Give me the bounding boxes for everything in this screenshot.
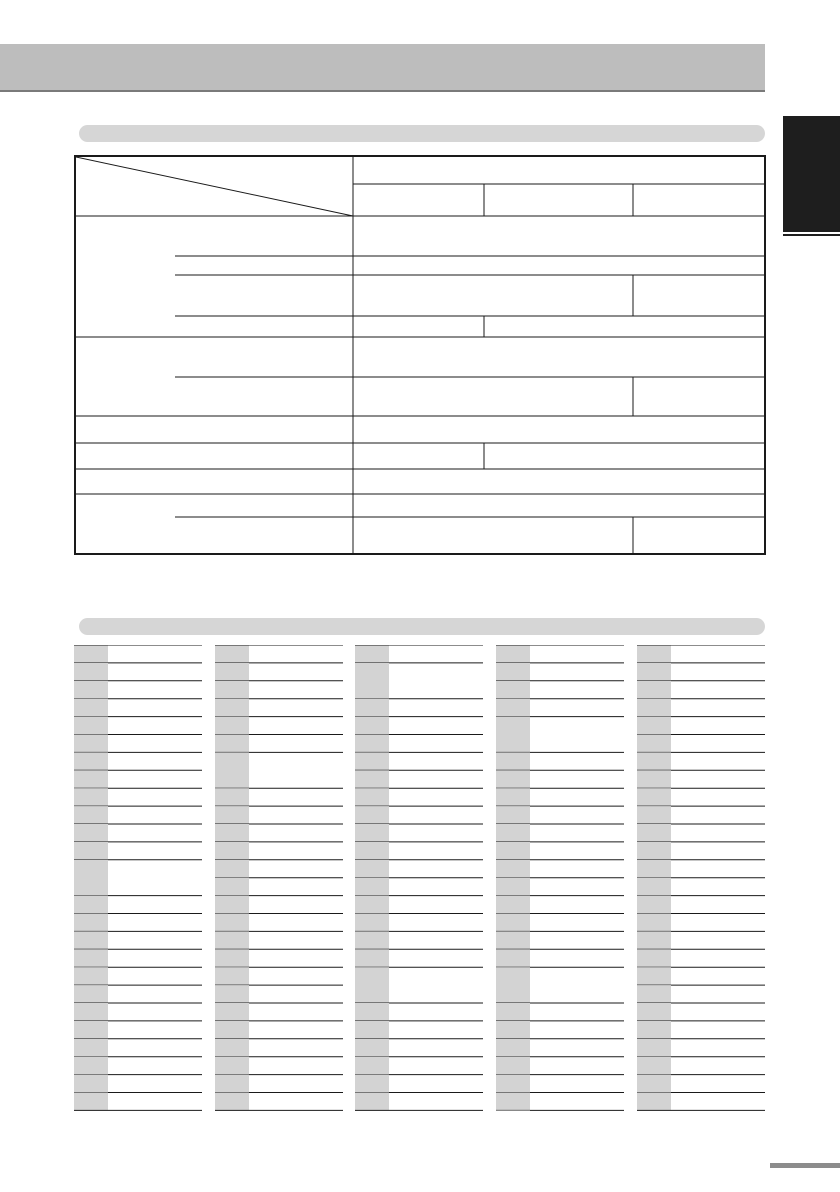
code-cell: [74, 1093, 108, 1111]
code-cell: [637, 663, 671, 681]
code-cell: [74, 1057, 108, 1075]
code-cell: [215, 699, 249, 717]
code-cell: [74, 931, 108, 949]
code-cell: [637, 842, 671, 860]
code-cell: [355, 896, 389, 914]
code-cell: [637, 681, 671, 699]
code-cell: [74, 1021, 108, 1039]
code-cell: [355, 914, 389, 932]
section-heading-pill: [79, 618, 765, 635]
code-cell: [637, 824, 671, 842]
code-cell: [355, 1039, 389, 1057]
code-cell: [215, 735, 249, 753]
code-cell: [637, 949, 671, 967]
code-cell: [74, 842, 108, 860]
code-cell: [74, 896, 108, 914]
code-cell: [74, 806, 108, 824]
code-cell: [215, 1039, 249, 1057]
code-cell: [74, 752, 108, 770]
code-cell: [496, 842, 530, 860]
code-cell: [637, 699, 671, 717]
code-cell: [74, 985, 108, 1003]
code-cell: [637, 1039, 671, 1057]
code-cell: [496, 717, 530, 753]
code-cell: [215, 717, 249, 735]
code-cell: [215, 824, 249, 842]
code-cell: [496, 1057, 530, 1075]
code-cell: [215, 896, 249, 914]
code-cell: [637, 967, 671, 985]
code-cell: [496, 1021, 530, 1039]
code-cell: [74, 824, 108, 842]
code-cell: [215, 931, 249, 949]
code-cell: [496, 1075, 530, 1093]
code-cell: [215, 645, 249, 663]
code-cell: [215, 878, 249, 896]
code-cell: [496, 1110, 530, 1111]
code-cell: [215, 681, 249, 699]
code-cell: [355, 1021, 389, 1039]
code-cell: [355, 1003, 389, 1021]
code-cell: [74, 949, 108, 967]
code-cell: [215, 1075, 249, 1093]
code-cell: [355, 717, 389, 735]
code-cell: [637, 752, 671, 770]
code-cell: [74, 645, 108, 663]
code-cell: [637, 1003, 671, 1021]
code-cell: [496, 896, 530, 914]
code-cell: [637, 735, 671, 753]
code-cell: [496, 860, 530, 878]
code-cell: [637, 1093, 671, 1111]
code-cell: [637, 896, 671, 914]
code-cell: [355, 770, 389, 788]
code-cell: [637, 1057, 671, 1075]
code-cell: [496, 1039, 530, 1057]
code-cell: [355, 860, 389, 878]
code-cell: [496, 824, 530, 842]
code-cell: [637, 985, 671, 1003]
page-number-bar: [770, 1163, 840, 1168]
code-cell: [355, 949, 389, 967]
code-list: [74, 645, 766, 1111]
code-cell: [637, 860, 671, 878]
code-cell: [74, 860, 108, 896]
code-cell: [74, 1003, 108, 1021]
code-cell: [496, 770, 530, 788]
code-cell: [355, 1057, 389, 1075]
code-cell: [637, 1021, 671, 1039]
code-cell: [215, 860, 249, 878]
code-cell: [74, 735, 108, 753]
section-heading-pill: [79, 125, 765, 142]
code-cell: [74, 681, 108, 699]
code-cell: [637, 645, 671, 663]
code-cell: [496, 967, 530, 1003]
code-cell: [496, 681, 530, 699]
code-cell: [355, 788, 389, 806]
code-cell: [637, 914, 671, 932]
code-cell: [215, 1093, 249, 1111]
code-cell: [637, 878, 671, 896]
code-cell: [74, 717, 108, 735]
code-cell: [496, 949, 530, 967]
code-cell: [496, 878, 530, 896]
code-cell: [496, 663, 530, 681]
code-cell: [215, 1057, 249, 1075]
code-cell: [496, 645, 530, 663]
code-cell: [215, 1021, 249, 1039]
code-cell: [215, 842, 249, 860]
spec-table-grid: [76, 157, 764, 553]
code-cell: [74, 1075, 108, 1093]
code-cell: [215, 967, 249, 985]
code-cell: [355, 967, 389, 1003]
side-tab: [783, 116, 840, 232]
code-cell: [215, 914, 249, 932]
code-cell: [74, 967, 108, 985]
code-cell: [637, 788, 671, 806]
code-cell: [355, 878, 389, 896]
code-cell: [355, 842, 389, 860]
code-cell: [355, 1093, 389, 1111]
code-cell: [496, 788, 530, 806]
code-cell: [215, 1003, 249, 1021]
code-cell: [355, 699, 389, 717]
code-cell: [355, 735, 389, 753]
code-cell: [355, 752, 389, 770]
code-cell: [74, 914, 108, 932]
code-cell: [74, 770, 108, 788]
code-cell: [74, 788, 108, 806]
code-cell: [637, 806, 671, 824]
code-cell: [215, 663, 249, 681]
code-cell: [74, 699, 108, 717]
code-cell: [355, 931, 389, 949]
code-cell: [355, 645, 389, 663]
code-cell: [496, 752, 530, 770]
header-diagonal: [76, 157, 353, 216]
code-cell: [496, 699, 530, 717]
code-cell: [215, 788, 249, 806]
code-cell: [637, 717, 671, 735]
code-cell: [355, 806, 389, 824]
code-cell: [355, 663, 389, 699]
code-cell: [215, 752, 249, 788]
header-band: [0, 44, 765, 90]
side-tab-underline: [783, 234, 840, 236]
code-cell: [637, 931, 671, 949]
code-cell: [215, 985, 249, 1003]
spec-table: [74, 155, 766, 555]
code-cell: [637, 770, 671, 788]
code-cell: [496, 1093, 530, 1111]
code-cell: [355, 1075, 389, 1093]
code-cell: [496, 914, 530, 932]
code-cell: [496, 1003, 530, 1021]
code-cell: [355, 824, 389, 842]
code-cell: [215, 949, 249, 967]
header-band-underline: [0, 90, 765, 92]
code-cell: [74, 1039, 108, 1057]
code-cell: [215, 806, 249, 824]
code-cell: [496, 931, 530, 949]
code-cell: [496, 806, 530, 824]
code-cell: [74, 663, 108, 681]
code-list-grid: [74, 645, 766, 1111]
code-cell: [637, 1075, 671, 1093]
